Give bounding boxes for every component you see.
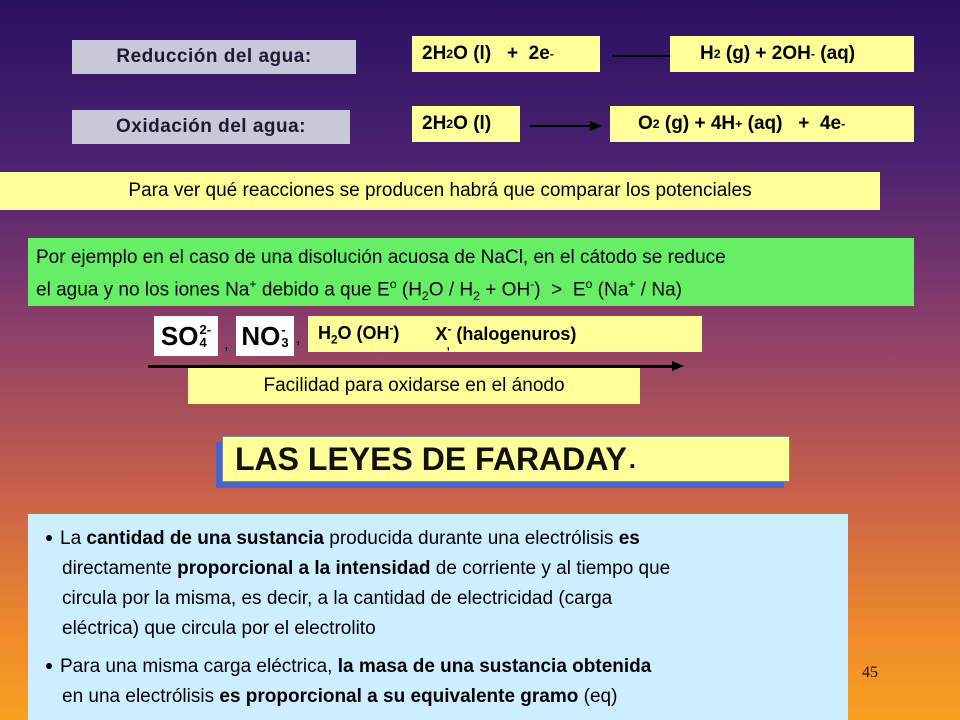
nacl-example-line1: Por ejemplo en el caso de una disolución acuosa de NaCl, en el cátodo se reduce <box>36 247 726 268</box>
law-1-line1: La cantidad de una sustancia producida durante una electrólisis es <box>40 524 836 554</box>
reduction-reactants: 2H 2 O (l) + 2e - <box>412 36 600 72</box>
faraday-title: LAS LEYES DE FARADAY . <box>222 436 790 482</box>
oxidation-reactants: 2H 2 O (l) <box>412 106 520 142</box>
law-1-line2: directamente proporcional a la intensidad de corriente y al tiempo que <box>62 558 671 579</box>
law-2-line2: en una electrólisis es proporcional a su equivalente gramo (eq) <box>62 686 618 707</box>
nacl-example <box>28 238 914 306</box>
scale-arrowhead <box>672 361 684 371</box>
water-formula: $H_2O$ (OH-) <box>318 321 400 347</box>
scale-comma-1: , <box>224 336 229 353</box>
oxidation-arrow-line <box>530 125 592 127</box>
law-1-line3: circula por la misma, es decir, a la cantidad de electricidad (carga <box>62 588 613 609</box>
water-halide-box <box>308 316 702 352</box>
oxidation-products: O 2 (g) + 4H + (aq) + 4e - <box>610 106 914 142</box>
oxidation-arrowhead <box>590 121 602 131</box>
scale-comma-2: , <box>296 330 301 347</box>
halide-formula: X- (halogenuros) <box>435 323 577 344</box>
page-number: 45 <box>862 664 878 681</box>
bullet-icon <box>46 663 52 669</box>
sulfate-formula: SO 2- 4 <box>154 316 218 356</box>
reduction-products: H 2 (g) + 2OH - (aq) <box>670 36 914 72</box>
law-2-line1: Para una misma carga eléctrica, la masa de una sustancia obtenida <box>40 652 836 682</box>
scale-comma-3: , <box>446 336 451 353</box>
oxidation-label: Oxidación del agua: <box>72 110 350 144</box>
nacl-example-line2: el agua y no los iones Na+ debido a que $E^o$ $(H_2O / H_2 + OH^-) > E^o$ (Na+ / Na) <box>36 277 682 304</box>
faraday-laws <box>28 514 848 720</box>
oxidation-ease-caption: Facilidad para oxidarse en el ánodo <box>188 368 640 404</box>
compare-potentials-note: Para ver qué reacciones se producen habrá que comparar los potenciales <box>0 172 880 210</box>
bullet-icon <box>46 535 52 541</box>
nitrate-formula: NO - 3 <box>236 316 294 356</box>
law-1-line4: eléctrica) que circula por el electrolito <box>62 618 376 639</box>
reduction-label: Reducción del agua: <box>72 40 356 74</box>
